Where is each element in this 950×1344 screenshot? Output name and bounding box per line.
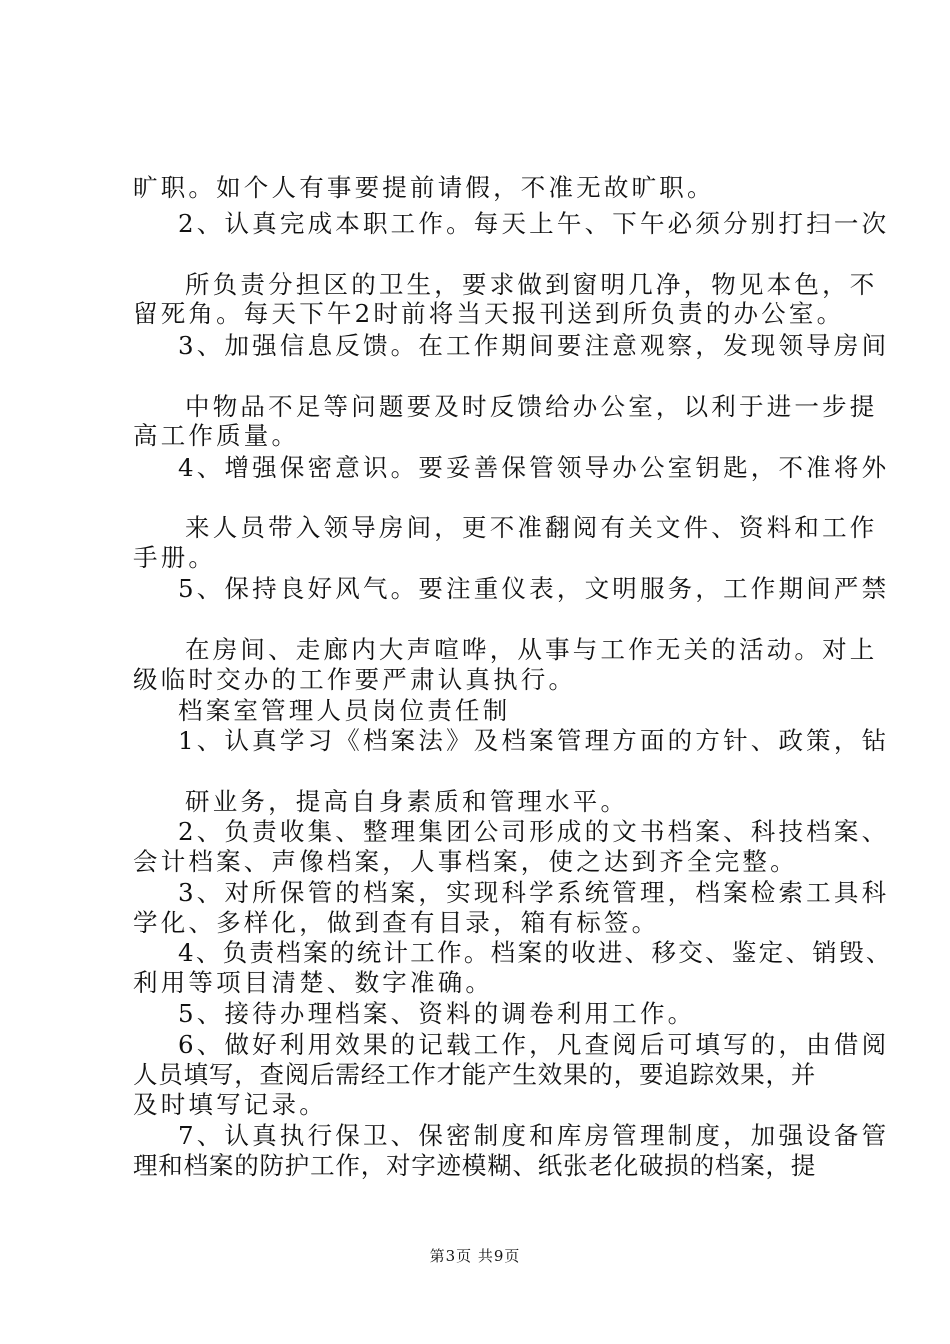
- text-line: 中物品不足等问题要及时反馈给办公室，以利于进一步提: [185, 392, 878, 421]
- section-heading: 档案室管理人员岗位责任制: [178, 696, 511, 725]
- text-line: 理和档案的防护工作，对字迹模糊、纸张老化破损的档案，提: [133, 1151, 817, 1180]
- text-line: 级临时交办的工作要严肃认真执行。: [133, 665, 577, 694]
- text-line: 来人员带入领导房间，更不准翻阅有关文件、资料和工作: [185, 513, 878, 542]
- text-line: 高工作质量。: [133, 421, 300, 450]
- text-line: 研业务，提高自身素质和管理水平。: [185, 787, 629, 816]
- text-line: 3、对所保管的档案，实现科学系统管理，档案检索工具科: [178, 878, 890, 907]
- text-line: 学化、多样化，做到查有目录，箱有标签。: [133, 908, 660, 937]
- text-line: 利用等项目清楚、数字准确。: [133, 968, 494, 997]
- page-footer: 第3页 共9页: [429, 1247, 521, 1265]
- text-line: 5、保持良好风气。要注重仪表，文明服务，工作期间严禁: [178, 574, 890, 603]
- text-line: 3、加强信息反馈。在工作期间要注意观察，发现领导房间: [178, 331, 890, 360]
- text-line: 在房间、走廊内大声喧哗，从事与工作无关的活动。对上: [185, 635, 878, 664]
- text-line: 2、认真完成本职工作。每天上午、下午必须分别打扫一次: [178, 209, 890, 238]
- text-line: 旷职。如个人有事要提前请假，不准无故旷职。: [133, 173, 715, 202]
- text-line: 及时填写记录。: [133, 1090, 327, 1119]
- text-line: 会计档案、声像档案，人事档案，使之达到齐全完整。: [133, 847, 798, 876]
- text-line: 留死角。每天下午2时前将当天报刊送到所负责的办公室。: [133, 299, 845, 328]
- text-line: 1、认真学习《档案法》及档案管理方面的方针、政策，钻: [178, 726, 890, 755]
- text-line: 4、增强保密意识。要妥善保管领导办公室钥匙，不准将外: [178, 453, 890, 482]
- text-line: 6、做好利用效果的记载工作，凡查阅后可填写的，由借阅: [178, 1030, 890, 1059]
- text-line: 所负责分担区的卫生，要求做到窗明几净，物见本色，不: [185, 270, 878, 299]
- text-line: 2、负责收集、整理集团公司形成的文书档案、科技档案、: [178, 817, 890, 846]
- text-line: 4、负责档案的统计工作。档案的收进、移交、鉴定、销毁、: [178, 938, 893, 967]
- text-line: 手册。: [133, 543, 217, 572]
- text-line: 7、认真执行保卫、保密制度和库房管理制度，加强设备管: [178, 1121, 890, 1150]
- text-line: 人员填写，查阅后需经工作才能产生效果的，要追踪效果，并: [133, 1060, 817, 1089]
- text-line: 5、接待办理档案、资料的调卷利用工作。: [178, 999, 696, 1028]
